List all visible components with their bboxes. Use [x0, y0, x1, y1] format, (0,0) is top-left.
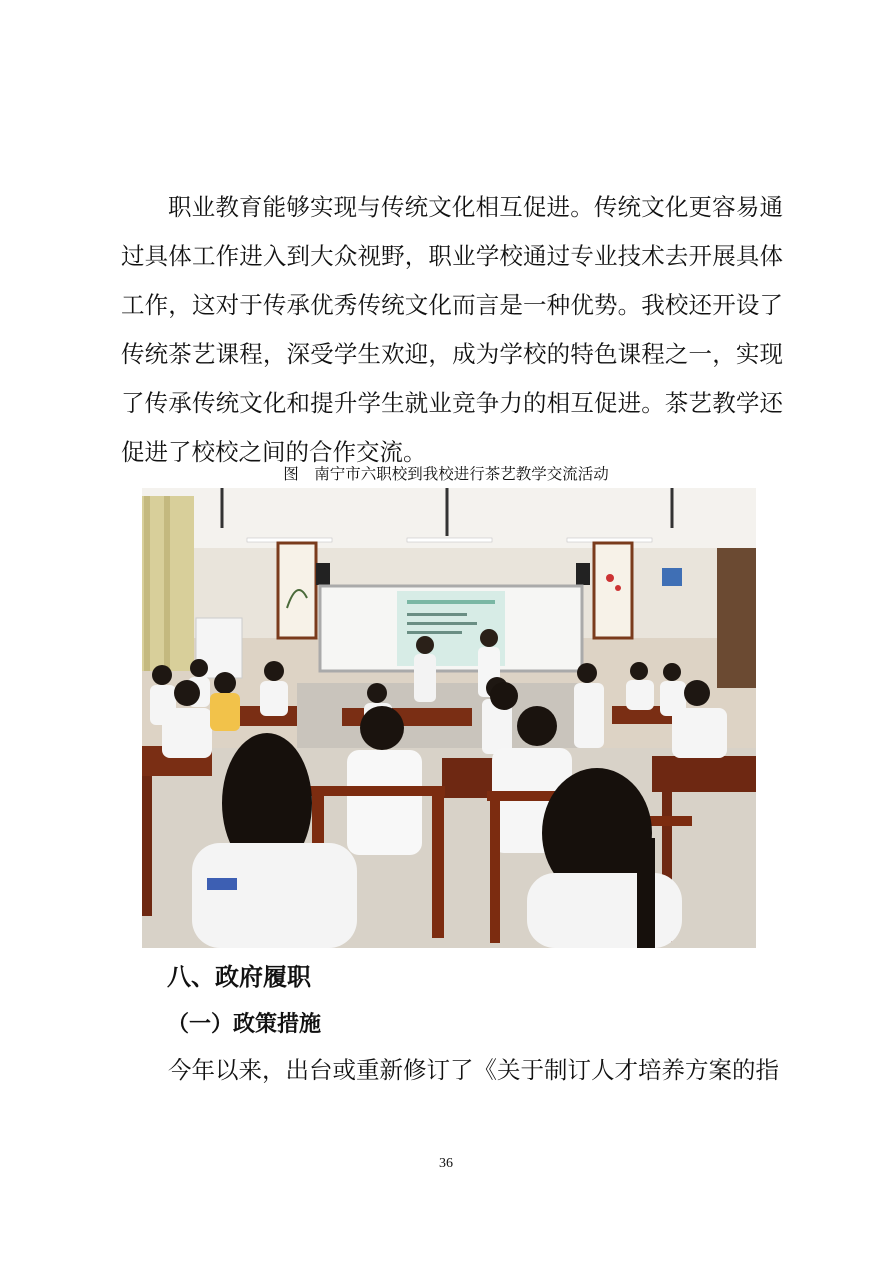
- figure-photo: [142, 488, 756, 948]
- section-heading: 八、政府履职: [167, 963, 311, 991]
- page-number: 36: [439, 1156, 453, 1171]
- figure-caption: 图 南宁市六职校到我校进行茶艺教学交流活动: [283, 465, 609, 483]
- body-paragraph-2: 今年以来，出台或重新修订了《关于制订人才培养方案的指: [168, 1056, 779, 1084]
- body-paragraph-1: 职业教育能够实现与传统文化相互促进。传统文化更容易通过具体工作进入到大众视野，职业学校通过专业技术去开展具体工作，这对于传承优秀传统文化而言是一种优势。我校还开设了传统茶艺课程，深受学生欢迎，成为学校的特色课程之一，实现了传承传统文化和提升学生就业竞争力的相互促进。茶艺教学还促进了校校之间的合作交流。: [121, 193, 783, 466]
- subsection-heading: （一）政策措施: [167, 1012, 322, 1037]
